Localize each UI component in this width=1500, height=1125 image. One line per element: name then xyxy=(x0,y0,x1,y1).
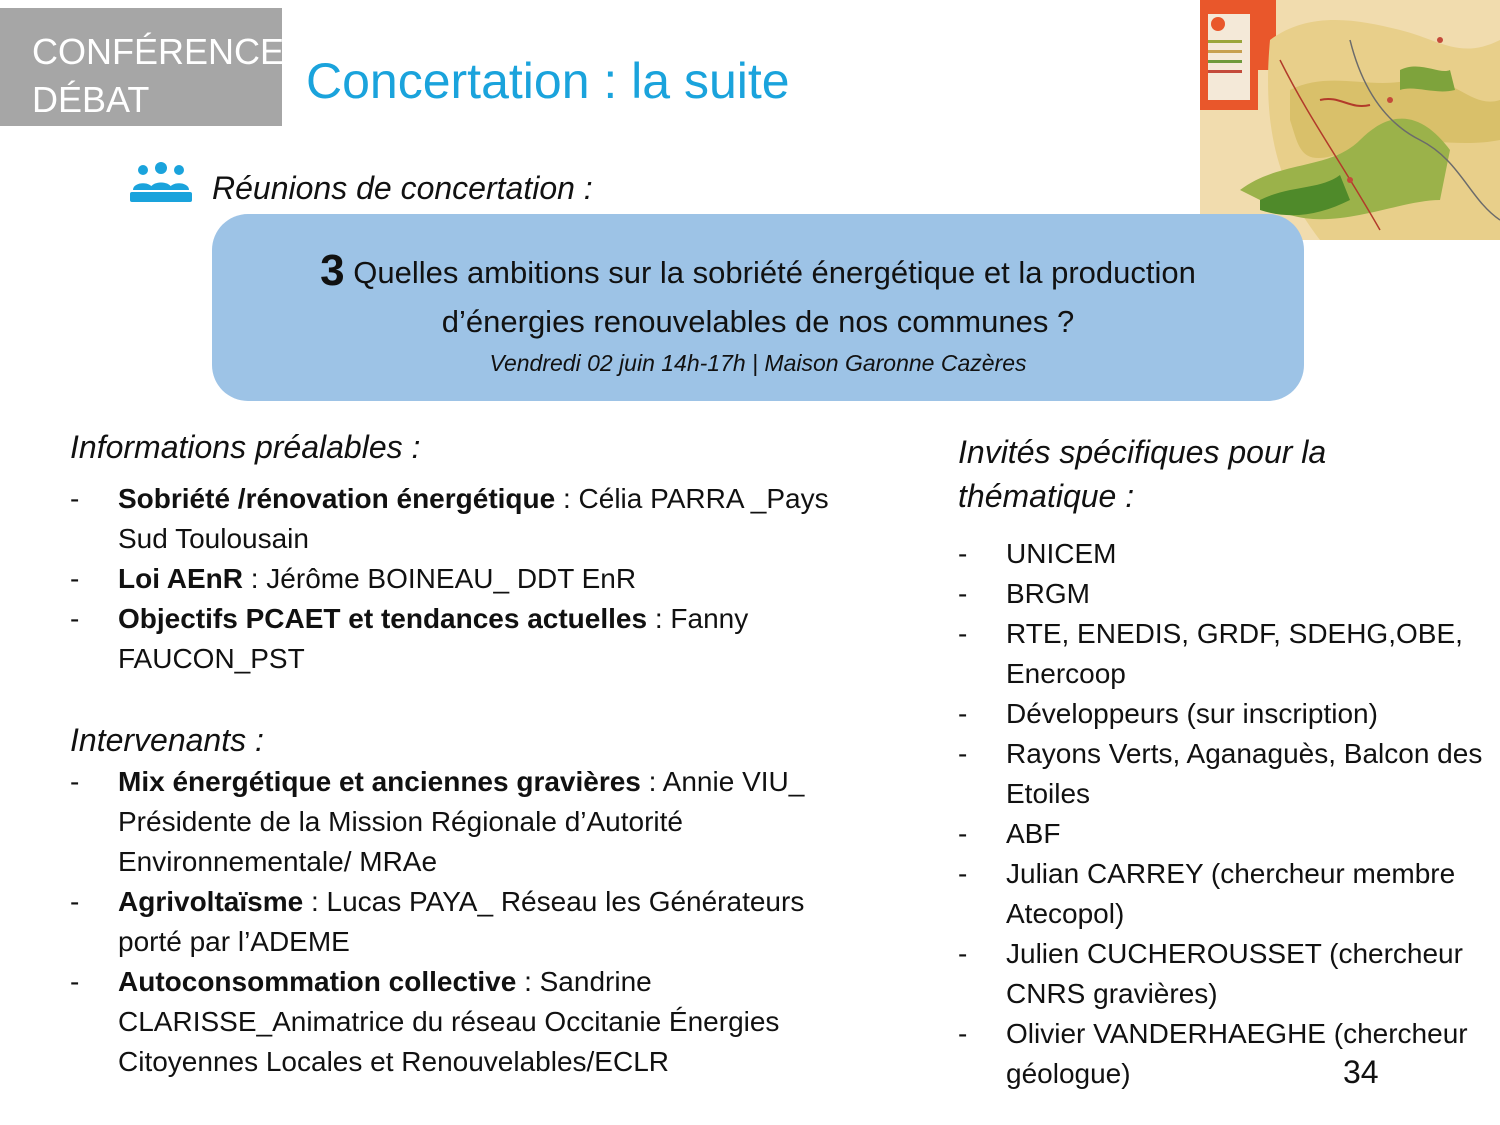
info-list xyxy=(70,479,870,679)
list-item xyxy=(70,559,870,599)
item-detail: : Jérôme BOINEAU_ DDT EnR xyxy=(242,563,637,594)
item-topic: Sobriété /rénovation énergétique xyxy=(118,483,556,514)
item-topic: Mix énergétique et anciennes gravières xyxy=(118,766,641,797)
list-item: - UNICEM xyxy=(958,534,1498,574)
list-item: - Julien CUCHEROUSSET (chercheur CNRS gravières) xyxy=(958,934,1498,1014)
session-datetime: Vendredi 02 juin 14h-17h | Maison Garonne Cazères xyxy=(489,350,1027,376)
list-item: - BRGM xyxy=(958,574,1498,614)
guests-heading-line-1: Invités spécifiques pour la xyxy=(958,434,1327,470)
tag-line-2: DÉBAT xyxy=(32,79,150,120)
info-heading: Informations préalables : xyxy=(70,429,421,465)
list-item: - ABF xyxy=(958,814,1498,854)
speakers-list xyxy=(70,762,870,1082)
guests-heading xyxy=(958,430,1498,518)
list-item xyxy=(70,962,870,1082)
item-topic: Objectifs PCAET et tendances actuelles xyxy=(118,603,648,634)
list-item: - Rayons Verts, Aganaguès, Balcon des Etoiles xyxy=(958,734,1498,814)
people-group-icon xyxy=(130,160,192,204)
guests-heading-line-2: thématique : xyxy=(958,478,1135,514)
territory-map-image xyxy=(1200,0,1500,240)
list-item xyxy=(70,882,870,962)
item-topic: Autoconsommation collective xyxy=(118,966,517,997)
item-topic: Loi AEnR xyxy=(118,563,243,594)
guests-list xyxy=(958,534,1498,1094)
speakers-heading: Intervenants : xyxy=(70,722,264,758)
item-detail: : Annie VIU_ Présidente de la Mission Régionale d’Autorité Environnementale/ MRAe xyxy=(118,766,805,877)
session-question xyxy=(212,246,1304,346)
right-column xyxy=(958,430,1498,1094)
left-column xyxy=(70,425,870,1082)
list-item xyxy=(70,479,870,559)
list-item: - Développeurs (sur inscription) xyxy=(958,694,1498,734)
session-number: 3 xyxy=(320,246,345,295)
item-detail: : Lucas PAYA_ Réseau les Générateurs porté par l’ADEME xyxy=(118,886,805,957)
item-topic: Agrivoltaïsme xyxy=(118,886,304,917)
list-item xyxy=(70,762,870,882)
page-number: 34 xyxy=(1343,1054,1379,1090)
list-item: - Olivier VANDERHAEGHE (chercheur géologue) xyxy=(958,1014,1498,1094)
list-item: - Julian CARREY (chercheur membre Atecopol) xyxy=(958,854,1498,934)
list-item xyxy=(70,599,870,679)
list-item: - RTE, ENEDIS, GRDF, SDEHG,OBE, Enercoop xyxy=(958,614,1498,694)
item-detail: : Célia PARRA _Pays Sud Toulousain xyxy=(118,483,829,554)
conference-debat-tag xyxy=(0,8,285,126)
session-box xyxy=(212,214,1304,401)
item-detail: : Fanny FAUCON_PST xyxy=(118,603,749,674)
item-detail: : Sandrine CLARISSE_Animatrice du réseau Occitanie Énergies Citoyennes Locales et Renouvelables/ECLR xyxy=(118,966,780,1077)
session-question-text: Quelles ambitions sur la sobriété énergétique et la production d’énergies renouvelables de nos communes ? xyxy=(353,255,1196,339)
meetings-label: Réunions de concertation : xyxy=(212,170,593,206)
page-title: Concertation : la suite xyxy=(306,53,790,109)
tag-line-1: CONFÉRENCE xyxy=(32,31,285,72)
